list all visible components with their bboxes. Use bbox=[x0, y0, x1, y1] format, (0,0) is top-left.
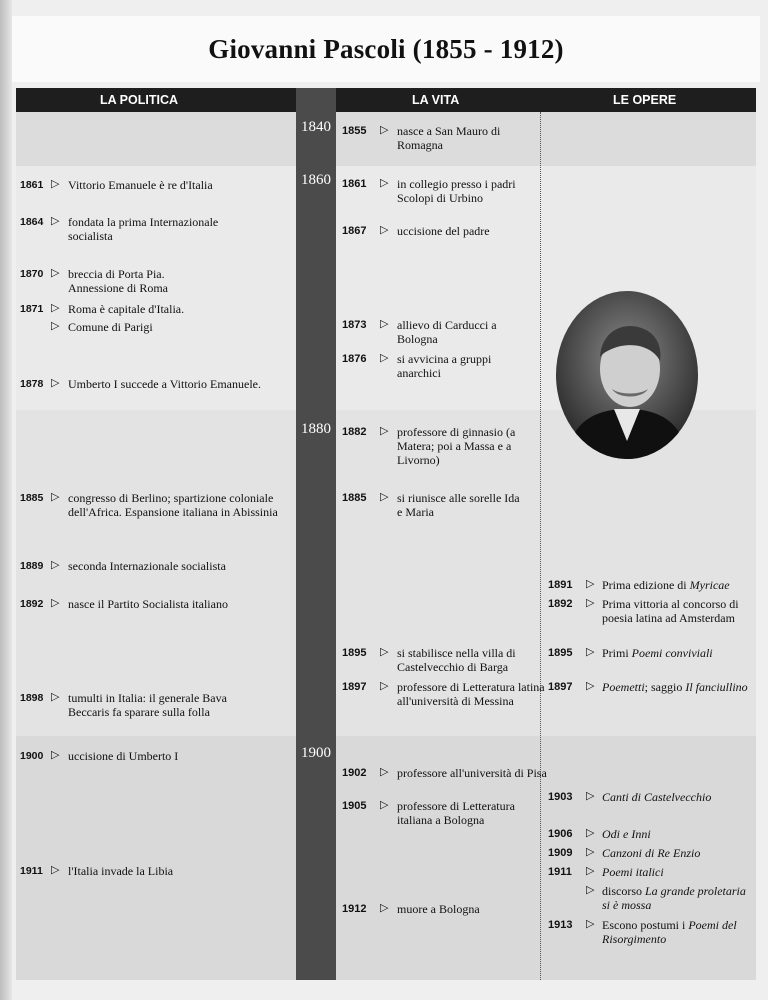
arrow-icon: ▷ bbox=[51, 864, 60, 876]
event-text: professore di ginnasio (a Matera; poi a Massa e a Livorno) bbox=[397, 425, 516, 467]
portrait-photo bbox=[556, 291, 698, 459]
event-text: tumulti in Italia: il generale Bava Beccaris fa sparare sulla folla bbox=[68, 691, 227, 719]
decade-label: 1860 bbox=[301, 172, 331, 188]
event-text: Umberto I succede a Vittorio Emanuele. bbox=[68, 377, 261, 391]
arrow-icon: ▷ bbox=[380, 318, 389, 330]
event-year: 1873 bbox=[342, 319, 367, 331]
arrow-icon: ▷ bbox=[586, 790, 595, 802]
arrow-icon: ▷ bbox=[586, 827, 595, 839]
title-bar bbox=[12, 16, 760, 82]
arrow-icon: ▷ bbox=[51, 377, 60, 389]
event-year: 1855 bbox=[342, 125, 367, 137]
arrow-icon: ▷ bbox=[380, 224, 389, 236]
event-year: 1864 bbox=[20, 216, 44, 228]
event-year: 1898 bbox=[20, 692, 44, 704]
event-text: fondata la prima Internazionale socialista bbox=[68, 215, 219, 243]
arrow-icon: ▷ bbox=[51, 302, 60, 314]
event-text: professore di Letteratura italiana a Bologna bbox=[397, 799, 515, 827]
event-text: allievo di Carducci a Bologna bbox=[397, 318, 497, 346]
text-part: Primi bbox=[602, 646, 632, 660]
work-title: Myricae bbox=[689, 578, 730, 592]
event-text: breccia di Porta Pia. Annessione di Roma bbox=[68, 267, 168, 295]
event-year: 1913 bbox=[548, 919, 573, 931]
timeline-bar bbox=[296, 88, 336, 980]
event-year: 1892 bbox=[20, 598, 44, 610]
arrow-icon: ▷ bbox=[51, 320, 60, 332]
arrow-icon: ▷ bbox=[51, 267, 60, 279]
text-part: Prima vittoria al concorso di poesia latina ad Amsterdam bbox=[602, 597, 739, 625]
work-title: Poemetti bbox=[602, 680, 645, 694]
event-text: nasce il Partito Socialista italiano bbox=[68, 597, 228, 611]
event-text: congresso di Berlino; spartizione coloniale dell'Africa. Espansione italiana in Abissinia bbox=[68, 491, 278, 519]
event-year: 1889 bbox=[20, 560, 44, 572]
arrow-icon: ▷ bbox=[586, 646, 595, 658]
event-year: 1897 bbox=[342, 681, 367, 693]
work-title: Odi e Inni bbox=[602, 827, 651, 841]
column-divider bbox=[540, 112, 541, 980]
text-part: Escono postumi i bbox=[602, 918, 689, 932]
arrow-icon: ▷ bbox=[586, 884, 595, 896]
work-title: La grande proletaria si è mossa bbox=[602, 884, 746, 912]
arrow-icon: ▷ bbox=[380, 902, 389, 914]
event-text: Vittorio Emanuele è re d'Italia bbox=[68, 178, 213, 192]
event-year: 1867 bbox=[342, 225, 367, 237]
work-title: Canti di Castelvecchio bbox=[602, 790, 712, 804]
work-title: Poemi conviviali bbox=[631, 646, 713, 660]
arrow-icon: ▷ bbox=[51, 559, 60, 571]
event-text bbox=[602, 597, 762, 625]
decade-label: 1900 bbox=[301, 745, 331, 761]
page-binding-edge bbox=[0, 0, 12, 1000]
arrow-icon: ▷ bbox=[380, 425, 389, 437]
text-part: ; saggio bbox=[644, 680, 686, 694]
table-header bbox=[16, 88, 756, 112]
event-year: 1861 bbox=[342, 178, 367, 190]
arrow-icon: ▷ bbox=[586, 578, 595, 590]
event-year: 1912 bbox=[342, 903, 367, 915]
arrow-icon: ▷ bbox=[586, 865, 595, 877]
work-title: Poemi del Risorgimento bbox=[602, 918, 737, 946]
arrow-icon: ▷ bbox=[380, 799, 389, 811]
event-text: professore di Letteratura latina all'università di Messina bbox=[397, 680, 545, 708]
text-part: discorso bbox=[602, 884, 645, 898]
arrow-icon: ▷ bbox=[586, 918, 595, 930]
event-year: 1895 bbox=[548, 647, 573, 659]
header-politica: LA POLITICA bbox=[100, 93, 179, 107]
work-title: Canzoni di Re Enzio bbox=[602, 846, 701, 860]
arrow-icon: ▷ bbox=[51, 597, 60, 609]
event-year: 1909 bbox=[548, 847, 573, 859]
page-title: Giovanni Pascoli (1855 - 1912) bbox=[208, 34, 564, 64]
band-1840s bbox=[16, 112, 756, 166]
text-part: Prima edizione di bbox=[602, 578, 690, 592]
event-text bbox=[602, 680, 752, 694]
work-title: Il fanciullino bbox=[685, 680, 748, 694]
event-year: 1891 bbox=[548, 579, 573, 591]
event-year: 1885 bbox=[342, 492, 367, 504]
event-text: muore a Bologna bbox=[397, 902, 480, 916]
arrow-icon: ▷ bbox=[51, 491, 60, 503]
header-vita: LA VITA bbox=[412, 93, 460, 107]
event-text: seconda Internazionale socialista bbox=[68, 559, 226, 573]
event-text: nasce a San Mauro di Romagna bbox=[397, 124, 501, 152]
event-text bbox=[602, 918, 752, 946]
event-text: professore all'università di Pisa bbox=[397, 766, 547, 780]
event-year: 1900 bbox=[20, 750, 44, 762]
event-text bbox=[602, 846, 762, 860]
arrow-icon: ▷ bbox=[380, 124, 389, 136]
event-text bbox=[602, 578, 762, 592]
arrow-icon: ▷ bbox=[51, 215, 60, 227]
event-text: uccisione di Umberto I bbox=[68, 749, 179, 763]
work-title: Poemi italici bbox=[602, 865, 664, 879]
event-text: l'Italia invade la Libia bbox=[68, 864, 174, 878]
arrow-icon: ▷ bbox=[586, 597, 595, 609]
decade-label: 1880 bbox=[301, 421, 331, 437]
event-text bbox=[602, 646, 762, 660]
event-text bbox=[602, 790, 762, 804]
event-text bbox=[602, 865, 762, 879]
event-text: si riunisce alle sorelle Ida e Maria bbox=[397, 491, 520, 519]
arrow-icon: ▷ bbox=[51, 178, 60, 190]
arrow-icon: ▷ bbox=[51, 749, 60, 761]
event-year: 1902 bbox=[342, 767, 367, 779]
event-year: 1897 bbox=[548, 681, 573, 693]
event-year: 1885 bbox=[20, 492, 44, 504]
arrow-icon: ▷ bbox=[380, 352, 389, 364]
event-text: uccisione del padre bbox=[397, 224, 490, 238]
event-text: si stabilisce nella villa di Castelvecchio di Barga bbox=[397, 646, 516, 674]
event-text: Roma è capitale d'Italia. bbox=[68, 302, 185, 316]
arrow-icon: ▷ bbox=[380, 766, 389, 778]
arrow-icon: ▷ bbox=[380, 680, 389, 692]
event-year: 1903 bbox=[548, 791, 573, 803]
header-opere: LE OPERE bbox=[613, 93, 677, 107]
event-year: 1870 bbox=[20, 268, 44, 280]
event-year: 1895 bbox=[342, 647, 367, 659]
event-text bbox=[602, 884, 752, 912]
event-text bbox=[602, 827, 762, 841]
event-year: 1876 bbox=[342, 353, 367, 365]
arrow-icon: ▷ bbox=[380, 491, 389, 503]
event-year: 1878 bbox=[20, 378, 44, 390]
event-text: in collegio presso i padri Scolopi di Urbino bbox=[397, 177, 516, 205]
event-year: 1905 bbox=[342, 800, 367, 812]
event-text: Comune di Parigi bbox=[68, 320, 153, 334]
event-year: 1861 bbox=[20, 179, 44, 191]
decade-label: 1840 bbox=[301, 119, 331, 135]
arrow-icon: ▷ bbox=[380, 646, 389, 658]
event-year: 1871 bbox=[20, 303, 44, 315]
event-year: 1911 bbox=[548, 866, 572, 878]
event-year: 1911 bbox=[20, 865, 43, 877]
arrow-icon: ▷ bbox=[51, 691, 60, 703]
event-text: si avvicina a gruppi anarchici bbox=[397, 352, 492, 380]
arrow-icon: ▷ bbox=[586, 846, 595, 858]
arrow-icon: ▷ bbox=[586, 680, 595, 692]
event-year: 1906 bbox=[548, 828, 573, 840]
event-year: 1882 bbox=[342, 426, 367, 438]
arrow-icon: ▷ bbox=[380, 177, 389, 189]
event-year: 1892 bbox=[548, 598, 573, 610]
